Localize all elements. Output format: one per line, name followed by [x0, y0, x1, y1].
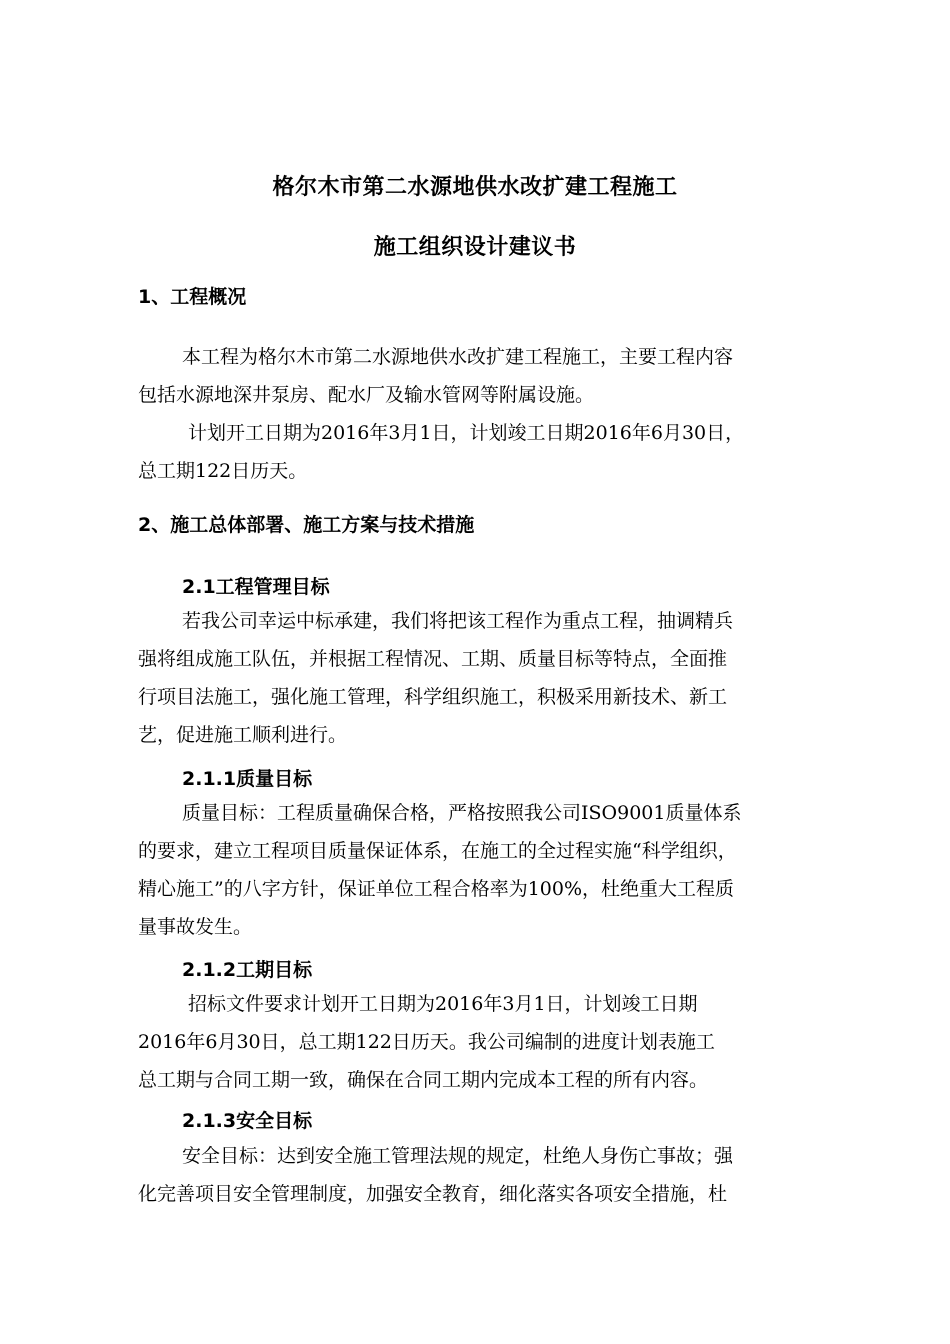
- text-line: 计划开工日期为2016年3月1日，计划竣工日期2016年6月30日，: [188, 422, 745, 444]
- section1-paragraph1: [138, 338, 838, 414]
- subsection-2-1-3-heading: 2.1.3安全目标: [182, 1110, 313, 1132]
- subsection-2-1-3-paragraph: [138, 1137, 838, 1213]
- subsection-2-1-2-heading: 2.1.2工期目标: [182, 959, 313, 981]
- text-line: 2016年6月30日，总工期122日历天。我公司编制的进度计划表施工: [138, 1031, 715, 1053]
- text-line: 总工期与合同工期一致，确保在合同工期内完成本工程的所有内容。: [138, 1069, 709, 1091]
- subsection-2-1-1-heading: 2.1.1质量目标: [182, 768, 313, 790]
- text-line: 精心施工”的八字方针，保证单位工程合格率为100%，杜绝重大工程质: [138, 878, 735, 900]
- text-line: 的要求，建立工程项目质量保证体系，在施工的全过程实施“科学组织，: [138, 840, 737, 862]
- subsection-2-1-paragraph: [138, 602, 838, 754]
- text-line: 总工期122日历天。: [138, 460, 308, 482]
- section1-heading: 1、工程概况: [138, 286, 247, 308]
- text-line: 强将组成施工队伍，并根据工程情况、工期、质量目标等特点，全面推: [138, 648, 728, 670]
- text-line: 招标文件要求计划开工日期为2016年3月1日，计划竣工日期: [188, 993, 698, 1015]
- subsection-2-1-2-paragraph: [138, 985, 838, 1099]
- subsection-2-1-heading: 2.1工程管理目标: [182, 576, 330, 598]
- section1-paragraph2: [138, 414, 838, 490]
- document-title-line2: 施工组织设计建议书: [373, 235, 577, 260]
- document-title-line1: 格尔木市第二水源地供水改扩建工程施工: [272, 175, 678, 200]
- text-line: 本工程为格尔木市第二水源地供水改扩建工程施工，主要工程内容: [182, 346, 734, 368]
- section2-heading: 2、施工总体部署、施工方案与技术措施: [138, 514, 475, 536]
- text-line: 安全目标：达到安全施工管理法规的规定，杜绝人身伤亡事故；强: [182, 1145, 734, 1167]
- text-line: 若我公司幸运中标承建，我们将把该工程作为重点工程，抽调精兵: [182, 610, 734, 632]
- text-line: 行项目法施工，强化施工管理，科学组织施工，积极采用新技术、新工: [138, 686, 728, 708]
- text-line: 量事故发生。: [138, 916, 253, 938]
- text-line: 质量目标：工程质量确保合格，严格按照我公司ISO9001质量体系: [182, 802, 742, 824]
- text-line: 包括水源地深井泵房、配水厂及输水管网等附属设施。: [138, 384, 595, 406]
- text-line: 化完善项目安全管理制度，加强安全教育，细化落实各项安全措施，杜: [138, 1183, 728, 1205]
- text-line: 艺，促进施工顺利进行。: [138, 724, 348, 746]
- subsection-2-1-1-paragraph: [138, 794, 838, 946]
